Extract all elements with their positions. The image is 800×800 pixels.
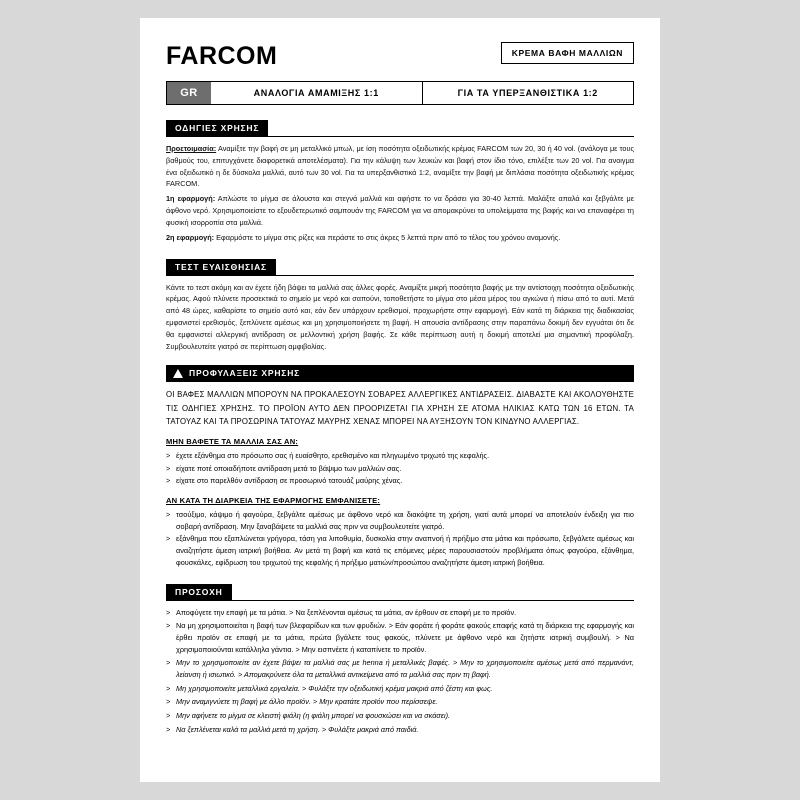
ratio-standard: ΑΝΑΛΟΓΙΑ ΑΜΑΜΙΞΗΣ 1:1: [253, 88, 379, 98]
usage-paragraph-app2: [166, 232, 634, 244]
usage-text-app1: Απλώστε το μίγμα σε άλουστα και στεγνά μαλλιά και αφήστε το να δράσει για 30-40 λεπτά. Μαλάξτε απαλά και ξεβγάλτε με άφθονο νερό. Χρησιμοποιείστε το εξουδετερωτικό σαμπουάν της FARCOM για να απομακρύνει τα υπολείμματα της βαφής και να επαναφέρει τη φυσική ισορροπία στα μαλλιά.: [166, 194, 634, 227]
precautions-body: [166, 381, 634, 568]
product-type-box: ΚΡΕΜΑ ΒΑΦΗ ΜΑΛΛΙΩΝ: [501, 42, 634, 64]
language-badge: GR: [167, 82, 211, 104]
precautions-title-bar: [166, 365, 634, 381]
sensitivity-title: ΤΕΣΤ ΕΥΑΙΣΘΗΣΙΑΣ: [166, 259, 276, 275]
document-header: [166, 40, 634, 71]
section-sensitivity-test: [166, 257, 634, 353]
list-item: > Μην αναμιγνύετε τη βαφή με άλλο προϊόν. > Μην κρατάτε προϊόν που περίσσεψε.: [166, 696, 634, 708]
precautions-title: ΠΡΟΦΥΛΑΞΕΙΣ ΧΡΗΣΗΣ: [189, 368, 301, 379]
precautions-list-do-not-dye: [166, 450, 634, 487]
usage-body: [166, 136, 634, 244]
usage-paragraph-prep: [166, 143, 634, 190]
precautions-subhead-do-not-dye: ΜΗΝ ΒΑΦΕΤΕ ΤΑ ΜΑΛΛΙΑ ΣΑΣ ΑΝ:: [166, 437, 299, 447]
list-item: > είχατε στο παρελθόν αντίδραση σε προσωρινό τατουάζ μαύρης χένας.: [166, 475, 634, 487]
list-item: > Να μη χρησιμοποιείται η βαφή των βλεφαρίδων και των φρυδιών. > Εάν φοράτε ή φοράτε φακούς επαφής κατά τη διάρκεια της εφαρμογής και έρθει προϊόν σε επαφή με τα μάτια, πρώτα βγάλετε τους φακούς, πλύνετε με άφθονο νερό και ζητήστε ιατρική συμβουλή. > Να χρησιμοποιούνται κατάλληλα γάντια. > Μην εισπνέετε ή καταπίνετε το προϊόν.: [166, 620, 634, 655]
precautions-warning-text: ΟΙ ΒΑΦΕΣ ΜΑΛΛΙΩΝ ΜΠΟΡΟΥΝ ΝΑ ΠΡΟΚΑΛΕΣΟΥΝ ΣΟΒΑΡΕΣ ΑΛΛΕΡΓΙΚΕΣ ΑΝΤΙΔΡΑΣΕΙΣ. ΔΙΑΒΑΣΤΕ ΚΑΙ ΑΚΟΛΟΥΘΗΣΤΕ ΤΙΣ ΟΔΗΓΙΕΣ ΧΡΗΣΗΣ. ΤΟ ΠΡΟΪΟΝ ΑΥΤΟ ΔΕΝ ΠΡΟΟΡΙΖΕΤΑΙ ΓΙΑ ΧΡΗΣΗ ΣΕ ΑΤΟΜΑ ΗΛΙΚΙΑΣ ΚΑΤΩ ΤΩΝ 16 ΕΤΩΝ. ΤΑ ΤΑΤΟΥΑΖ ΚΑΙ ΤΑ ΠΡΟΣΩΡΙΝΑ ΤΑΤΟΥΑΖ ΜΑΥΡΗΣ ΧΕΝΑΣ ΜΠΟΡΕΙ ΝΑ ΑΥΞΗΣΟΥΝ ΤΟΝ ΚΙΝΔΥΝΟ ΑΛΛΕΡΓΙΑΣ.: [166, 390, 634, 426]
section-precautions: [166, 365, 634, 568]
attention-list: [166, 607, 634, 736]
brand-logo: FARCOM: [166, 42, 278, 70]
attention-title: ΠΡΟΣΟΧΗ: [166, 584, 232, 600]
usage-text-app2: Εφαρμόστε το μίγμα στις ρίζες και περάστε το στις άκρες 5 λεπτά πριν από το τέλος του χρόνου αναμονής.: [214, 232, 561, 242]
precautions-list-during-use: [166, 509, 634, 568]
list-item: > Μην αφήνετε το μίγμα σε κλειστή φιάλη (η φιάλη μπορεί να φουσκώσει και να σκάσει).: [166, 710, 634, 722]
list-item: > Να ξεπλένεται καλά τα μαλλιά μετά τη χρήση. > Φυλάξτε μακριά από παιδιά.: [166, 724, 634, 736]
list-item: > έχετε εξάνθημα στο πρόσωπο σας ή ευαίσθητο, ερεθισμένο και πληγωμένο τριχωτό της κεφαλής.: [166, 450, 634, 462]
warning-triangle-icon: [173, 369, 183, 378]
usage-title: ΟΔΗΓΙΕΣ ΧΡΗΣΗΣ: [166, 120, 268, 136]
section-attention: [166, 582, 634, 736]
leaflet-page: [140, 18, 660, 782]
usage-label-app2: 2η εφαρμογή:: [166, 232, 215, 242]
ratio-superlift: ΓΙΑ ΤΑ ΥΠΕΡΞΑΝΘΙΣΤΙΚΑ 1:2: [422, 82, 634, 104]
usage-text-prep: Αναμίξτε την βαφή σε μη μεταλλικό μπωλ, με ίση ποσότητα οξειδωτικής κρέμας FARCOM των 20, 30 ή 40 vol. (ανάλογα με τους βαθμούς του, επιτυγχάνετε διαφορετικά αποτελέσματα). Για την κάλυψη των λευκών και βαφή στον ίδιο τόνο, επιλέξτε των 20 vol. Για ανοιγμα ένα οξειδωτικό η δε δύσκολα μαλλιά, αυτό των 30 vol. Για τα υπερξανθιστικά 1:2, αναμίξτε την βαφή με διπλάσια ποσότητα οξειδωτικής κρέμας FARCOM.: [166, 144, 634, 189]
ratio-bar: [166, 81, 634, 105]
precautions-subhead-during-use: ΑΝ ΚΑΤΑ ΤΗ ΔΙΑΡΚΕΙΑ ΤΗΣ ΕΦΑΡΜΟΓΗΣ ΕΜΦΑΝΙΣΕΤΕ:: [166, 496, 381, 506]
list-item: > εξάνθημα που εξαπλώνεται γρήγορα, τάση για λιποθυμία, δυσκολία στην αναπνοή ή πρήξιμο στα μάτια και πρόσωπο, ξεβγάλετε αμέσως και αναζητήστε άμεση ιατρική βοήθεια. Αν μετά τη βαφή και κατά τις επόμενες μέρες παρουσιαστούν προβλήματα όπως φαγούρα, εξάνθημα, φουσκάλες, εφίδρωση του τριχωτού της κεφαλής ή πρήξιμο ματιών/προσώπου αναζητήστε άμεση ιατρική βοήθεια.: [166, 533, 634, 568]
list-item: > Μη χρησιμοποιείτε μεταλλικά εργαλεία. > Φυλάξτε την οξειδωτική κρέμα μακριά από ζέστη και φως.: [166, 683, 634, 695]
sensitivity-body: [166, 275, 634, 353]
attention-body: [166, 600, 634, 736]
list-item: > Μην το χρησιμοποιείτε αν έχετε βάψει τα μαλλιά σας με henna ή μεταλλικές βαφές. > Μην το χρησιμοποιείτε αμέσως μετά από περμανάντ, λείανση ή ισιωτικό. > Απομακρύνετε όλα τα μεταλλικά αντικείμενα από τα μαλλιά σας πριν τη βαφή.: [166, 657, 634, 680]
list-item: > είχατε ποτέ οποιαδήποτε αντίδραση μετά το βάψιμο των μαλλιών σας.: [166, 463, 634, 475]
usage-label-prep: Προετοιμασία:: [166, 144, 217, 153]
section-usage: [166, 118, 634, 244]
usage-label-app1: 1η εφαρμογή:: [166, 194, 216, 204]
list-item: > Αποφύγετε την επαφή με τα μάτια. > Να ξεπλένονται αμέσως τα μάτια, αν έρθουν σε επαφή με το προϊόν.: [166, 607, 634, 619]
list-item: > τσούξιμο, κάψιμο ή φαγούρα, ξεβγάλτε αμέσως με άφθονο νερό και διακόψτε τη χρήση, γιατί αυτά μπορεί να αποτελούν ένδειξη για πιο σοβαρή αντίδραση. Μην ξαναβάψετε τα μαλλιά σας πριν να συμβουλευτείτε γιατρό.: [166, 509, 634, 532]
usage-paragraph-app1: [166, 193, 634, 228]
sensitivity-text: Κάντε το τεστ ακόμη και αν έχετε ήδη βάψει τα μαλλιά σας άλλες φορές. Αναμίξτε μικρή ποσότητα βαφής με την αντίστοιχη ποσότητα οξειδωτικής κρέμας. Αφού πλύνετε προσεκτικά το σημείο με νερό και σαπούνι, τοποθετήστε το μίγμα στο μέσα μέρος του αγκώνα ή πίσω από το αυτί. Μετά από 48 ώρες, καθαρίστε το σημείο αυτό και, εάν δεν υπάρχουν ερεθισμοί, προχωρήστε στην εφαρμογή. Εάν κατά τη διάρκεια της διαδικασίας εμφανιστεί ερεθισμός, ξεπλύνετε αμέσως και μη χρησιμοποιήσετε τη βαφή. Η απουσία αντίδρασης στην παραπάνω δοκιμή δεν εγγυάται ότι δε θα εμφανιστεί αλλεργική αντίδραση σε μελλοντική χρήση βαφής. Σε κάθε περίπτωση αυτή η δοκιμή αποτελεί μια σημαντική προφύλαξη. Συμβουλευτείτε γιατρό σε περίπτωση αμφιβολίας.: [166, 282, 634, 351]
